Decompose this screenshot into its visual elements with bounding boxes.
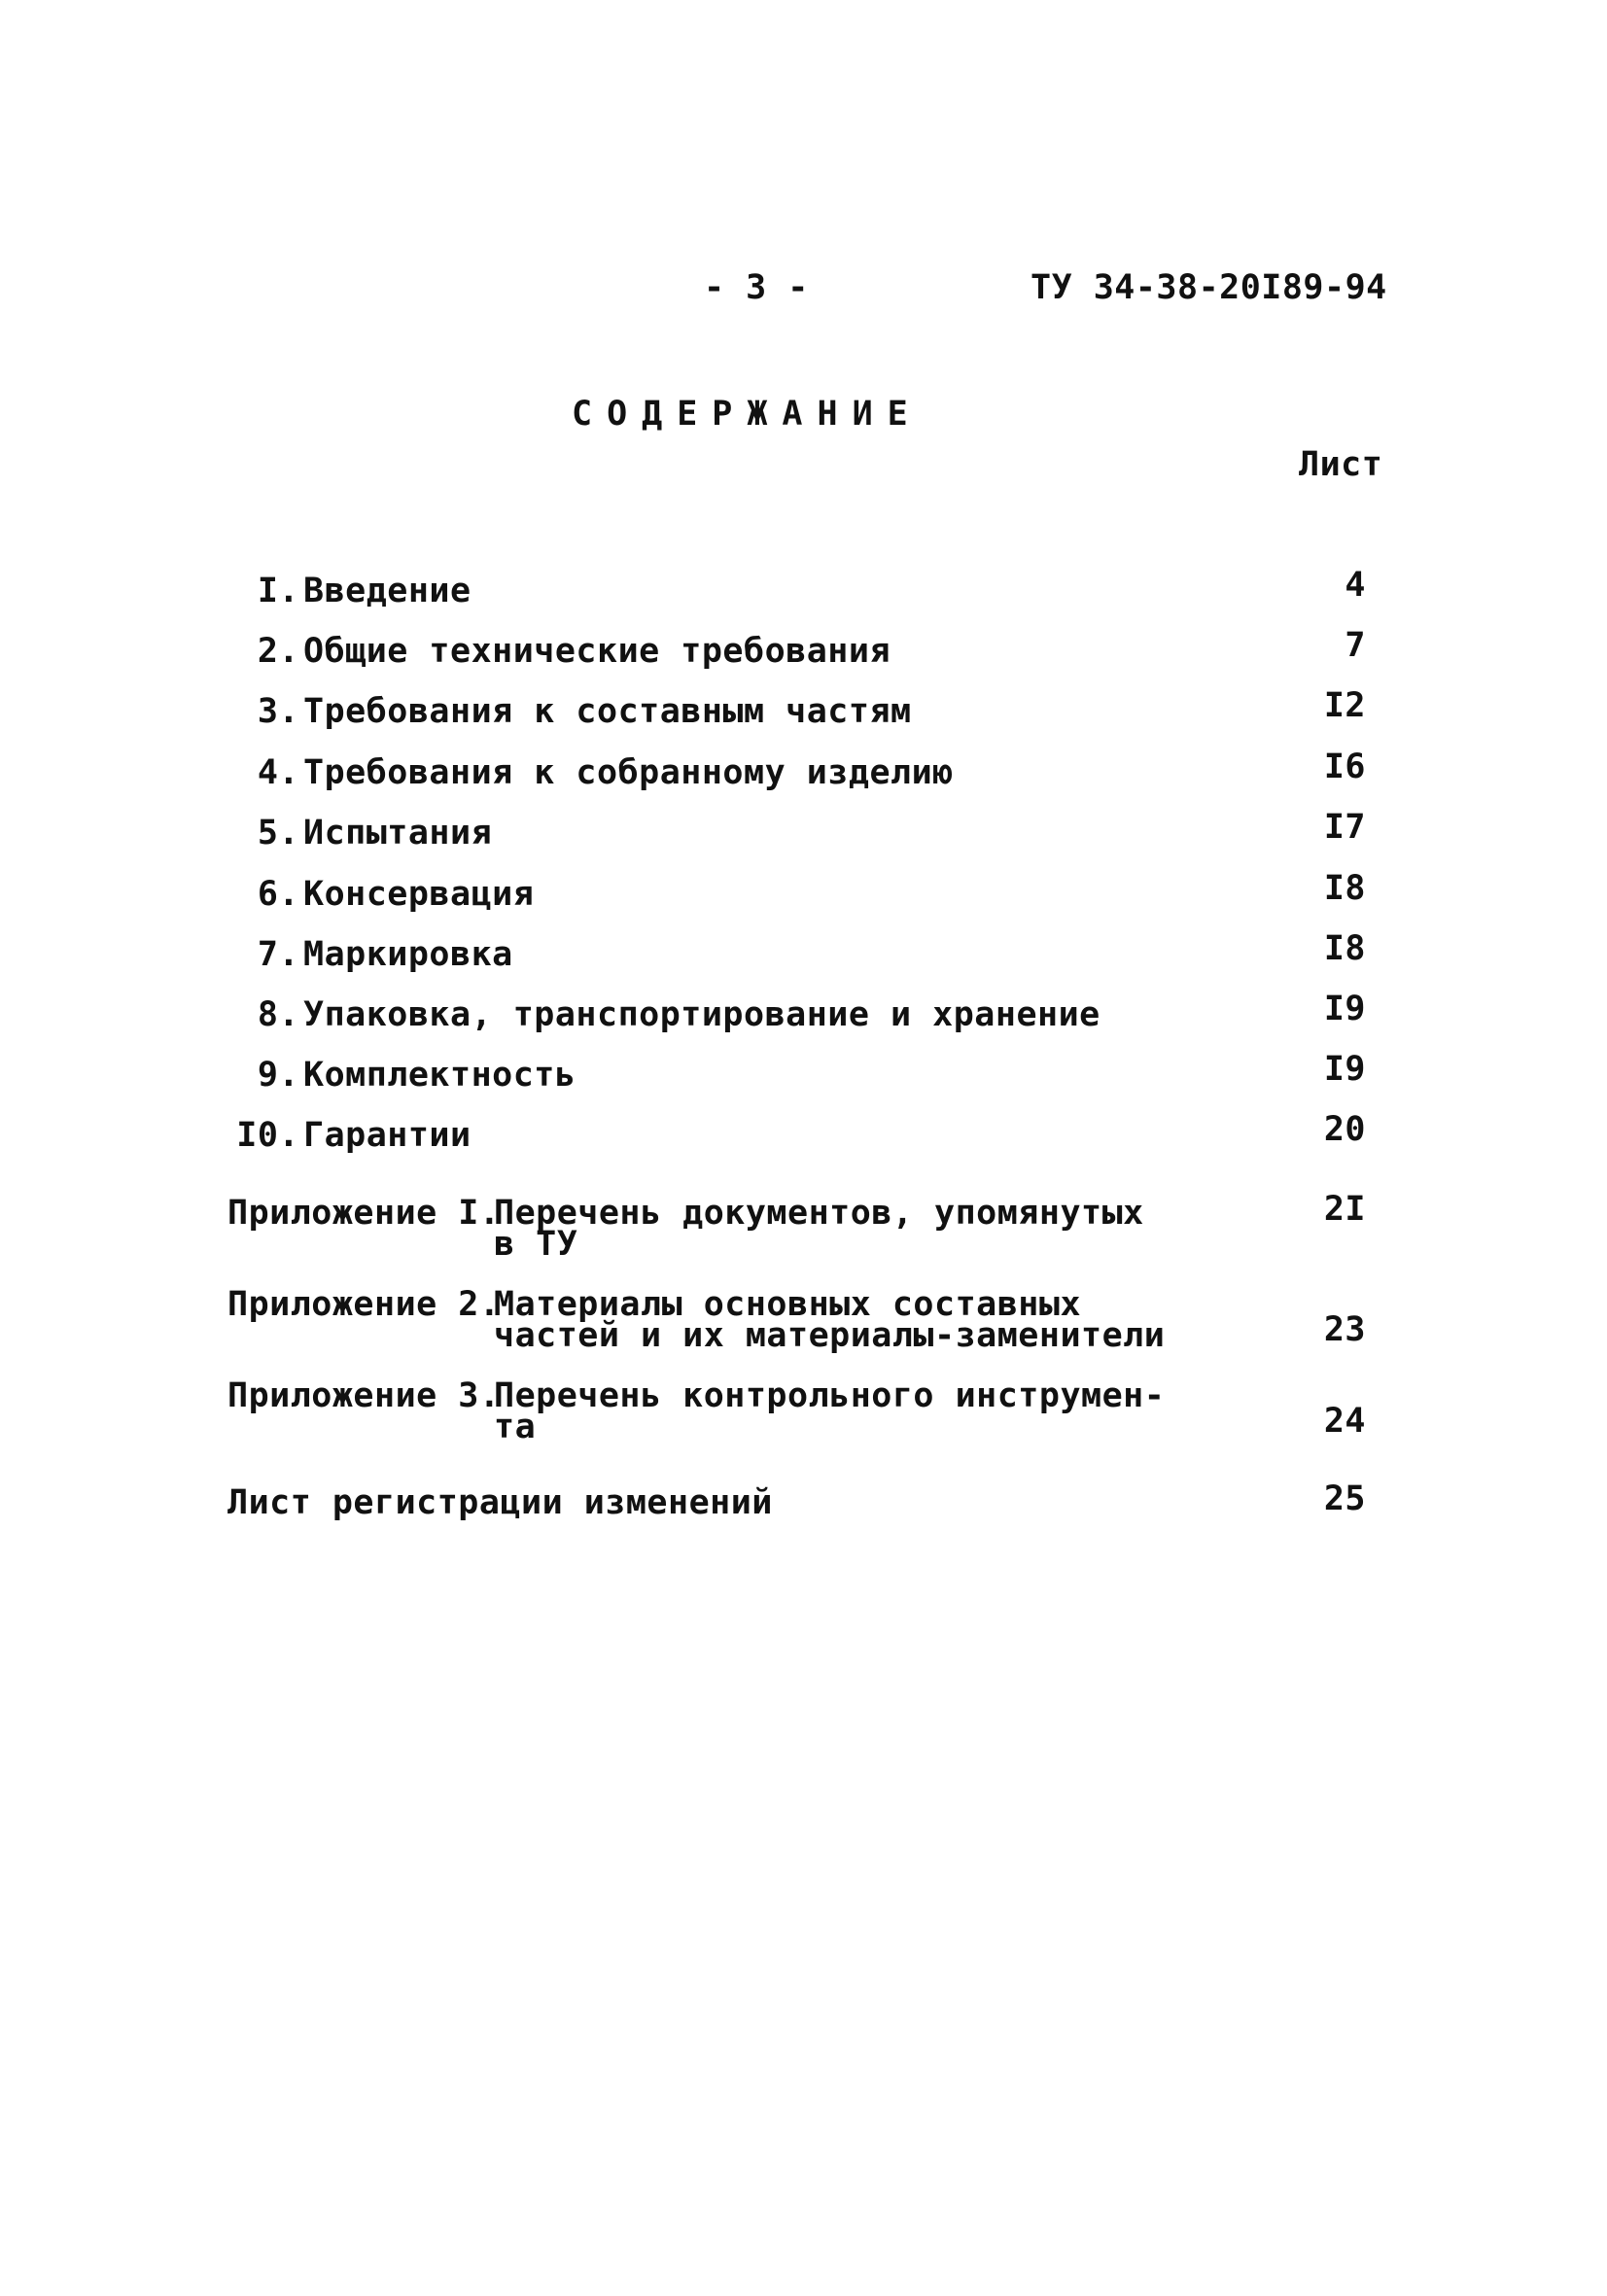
toc-item-number: 6. <box>257 875 299 914</box>
toc-item-label: Введение <box>303 572 472 610</box>
appendix-prefix: Приложение I. <box>227 1194 501 1233</box>
toc-item-label: Требования к составным частям <box>303 692 912 731</box>
contents-title: СОДЕРЖАНИЕ <box>572 395 923 434</box>
toc-item-label: Комплектность <box>303 1056 576 1095</box>
appendix-title-line-1: Перечень документов, упомянутых <box>494 1194 1144 1233</box>
toc-item-sheet: I8 <box>1323 869 1366 908</box>
toc-item-number: 9. <box>257 1056 299 1095</box>
toc-item-label: Упаковка, транспортирование и хранение <box>303 995 1100 1034</box>
toc-item-sheet: I2 <box>1323 686 1366 725</box>
toc-item-label: Маркировка <box>303 935 513 974</box>
appendix-title-line-1: Перечень контрольного инструмен- <box>494 1376 1166 1415</box>
change-log-sheet: 25 <box>1323 1479 1366 1518</box>
toc-item-sheet: 7 <box>1345 626 1366 665</box>
toc-item-number: 7. <box>257 935 299 974</box>
appendix-title-line-1: Материалы основных составных <box>494 1285 1082 1324</box>
appendix-prefix: Приложение 3. <box>227 1376 501 1415</box>
appendix-title-line-2: та <box>494 1408 537 1446</box>
sheet-column-header: Лист <box>1299 445 1383 484</box>
toc-item-label: Требования к собранному изделию <box>303 753 954 792</box>
toc-item-sheet: I8 <box>1323 929 1366 968</box>
toc-item-sheet: I7 <box>1323 808 1366 847</box>
document-code: ТУ 34-38-20I89-94 <box>1031 268 1387 307</box>
appendix-sheet: 24 <box>1323 1402 1366 1441</box>
toc-item-label: Испытания <box>303 814 493 852</box>
toc-item-number: I. <box>257 572 299 610</box>
appendix-title-line-2: частей и их материалы-заменители <box>494 1316 1166 1355</box>
page-number: - 3 - <box>704 268 809 307</box>
toc-item-number: 3. <box>257 692 299 731</box>
toc-item-number: 4. <box>257 753 299 792</box>
toc-item-sheet: I9 <box>1323 1050 1366 1089</box>
toc-item-sheet: I6 <box>1323 748 1366 786</box>
appendix-prefix: Приложение 2. <box>227 1285 501 1324</box>
toc-item-sheet: 4 <box>1345 566 1366 605</box>
toc-item-label: Общие технические требования <box>303 632 891 671</box>
toc-item-label: Гарантии <box>303 1116 472 1155</box>
appendix-sheet: 23 <box>1323 1310 1366 1349</box>
toc-item-number: 5. <box>257 814 299 852</box>
toc-item-sheet: I9 <box>1323 990 1366 1028</box>
toc-item-label: Консервация <box>303 875 535 914</box>
toc-item-number: 8. <box>257 995 299 1034</box>
toc-item-sheet: 20 <box>1323 1110 1366 1149</box>
toc-item-number: 2. <box>257 632 299 671</box>
toc-item-number: I0. <box>236 1116 299 1155</box>
change-log-label: Лист регистрации изменений <box>227 1483 773 1522</box>
appendix-sheet: 2I <box>1323 1190 1366 1229</box>
appendix-title-line-2: в ТУ <box>494 1225 578 1264</box>
